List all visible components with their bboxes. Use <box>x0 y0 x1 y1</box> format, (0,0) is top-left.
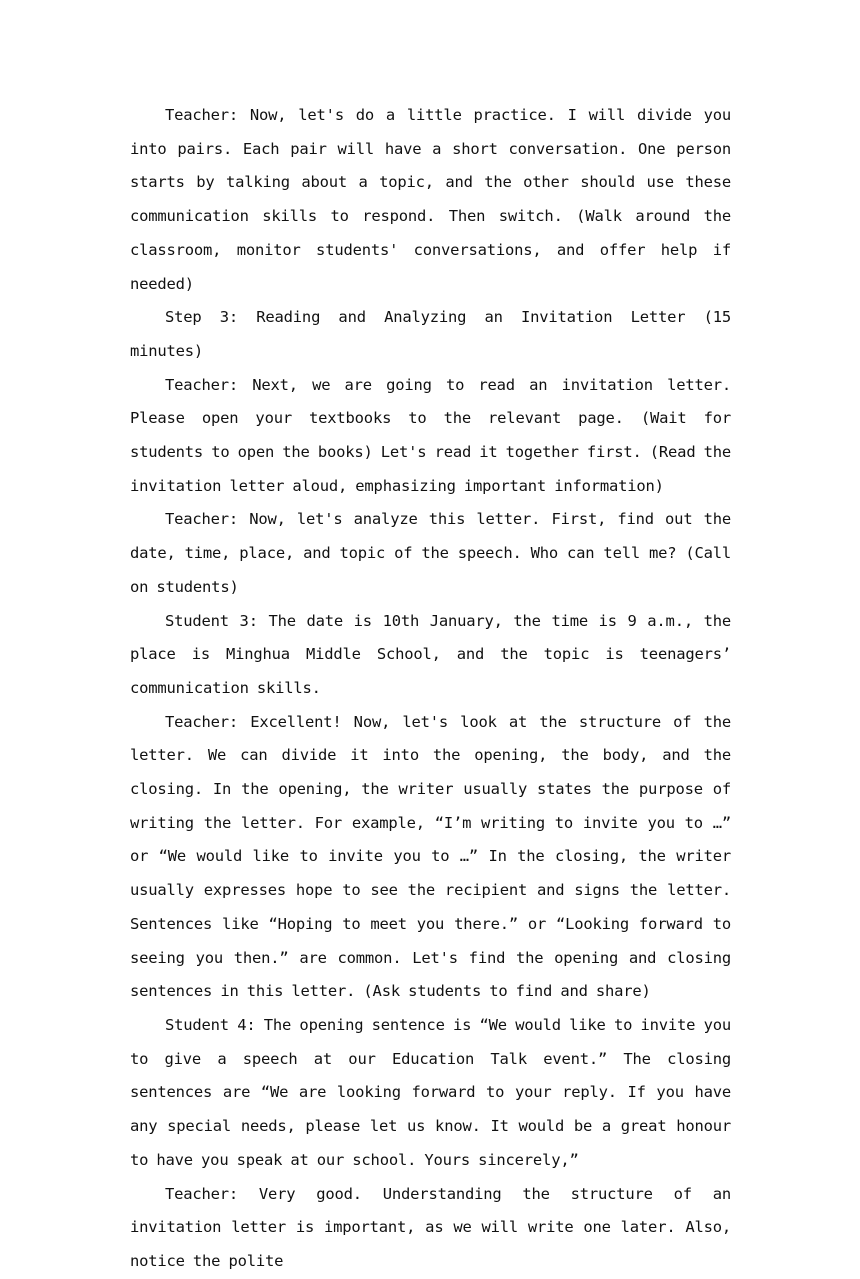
paragraph-understanding-structure: Teacher: Very good. Understanding the structure of an invitation letter is important, as we will write one later. Also, notice the polite <box>130 1184 731 1270</box>
paragraph-letter-structure: Teacher: Excellent! Now, let's look at the structure of the letter. We can divide it into the opening, the body, and the closing. In the opening, the writer usually states the purpose of writing the letter. For example, “I’m writing to invite you to …” or “We would like to invite you to …” In the closing, the writer usually expresses hope to see the recipient and signs the letter. Sentences like “Hoping to meet you there.” or “Looking forward to seeing you then.” are common. Let's find the opening and closing sentences in this letter. (Ask students to find and share) <box>130 712 731 1001</box>
paragraph-read-letter: Teacher: Next, we are going to read an invitation letter. Please open your textbooks to the relevant page. (Wait for students to open the books) Let's read it together first. (Read the invitation letter aloud, emphasizing important information) <box>130 375 731 495</box>
step-3-heading: Step 3: Reading and Analyzing an Invitation Letter (15 minutes) <box>130 308 731 360</box>
paragraph-student-4: Student 4: The opening sentence is “We would like to invite you to give a speech at our Education Talk event.” The closing sentences are “We are looking forward to your reply. If you have any special needs, please let us know. It would be a great honour to have you speak at our school. Yours sincerely,” <box>130 1015 731 1169</box>
paragraph-analyze-letter: Teacher: Now, let's analyze this letter. First, find out the date, time, place, and topic of the speech. Who can tell me? (Call on students) <box>130 510 731 596</box>
paragraph-pair-practice: Teacher: Now, let's do a little practice. I will divide you into pairs. Each pair will have a short conversation. One person starts by talking about a topic, and the other should use these communication skills to respond. Then switch. (Walk around the classroom, monitor students' conversations, and offer help if needed) <box>130 106 731 293</box>
paragraph-student-3: Student 3: The date is 10th January, the time is 9 a.m., the place is Minghua Middle School, and the topic is teenagers’ communication skills. <box>130 611 731 697</box>
document-page <box>130 99 731 1279</box>
